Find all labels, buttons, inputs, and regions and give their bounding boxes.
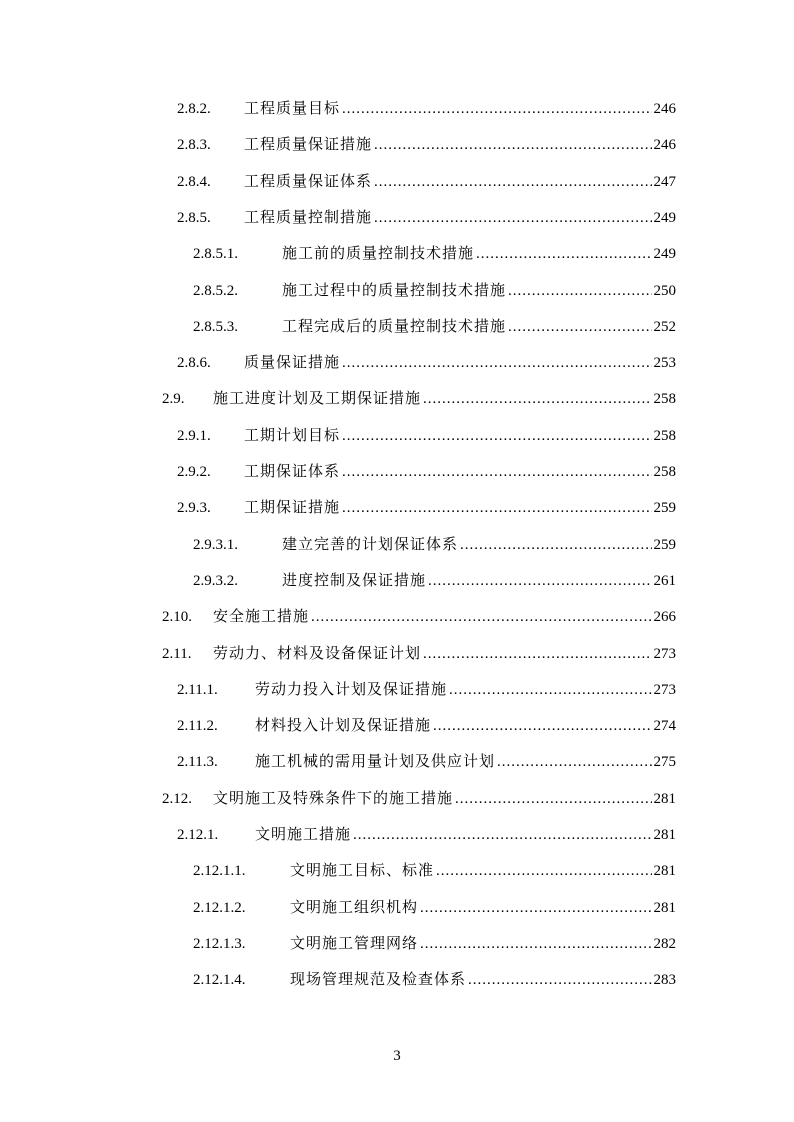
dot-leader (342, 462, 651, 482)
toc-entry-number: 2.11. (162, 645, 192, 662)
toc-entry-number: 2.9.3. (177, 500, 211, 517)
dot-leader (428, 571, 651, 591)
dot-leader (311, 607, 651, 627)
toc-entry-page: 250 (653, 282, 676, 299)
toc-entry-number: 2.8.5.2. (193, 282, 238, 299)
toc-entry-title: 质量保证措施 (244, 355, 341, 372)
toc-entry-title: 施工前的质量控制技术措施 (282, 246, 475, 263)
dot-leader (420, 898, 651, 918)
toc-entry-title: 工程质量保证体系 (244, 173, 373, 190)
toc-entry-page: 246 (653, 137, 676, 154)
toc-entry-title: 工程质量控制措施 (244, 209, 373, 226)
toc-entry-number: 2.8.5. (177, 209, 211, 226)
dot-leader (342, 353, 651, 373)
toc-entry[interactable] (193, 535, 676, 555)
toc-entry[interactable] (177, 462, 676, 482)
toc-entry-number: 2.9.1. (177, 427, 211, 444)
toc-entry-page: 273 (653, 681, 676, 698)
dot-leader (455, 789, 651, 809)
toc-entry-title: 施工机械的需用量计划及供应计划 (255, 754, 496, 771)
toc-entry[interactable] (177, 172, 676, 192)
dot-leader (468, 970, 651, 990)
toc-entry-page: 273 (653, 645, 676, 662)
dot-leader (508, 281, 651, 301)
dot-leader (433, 716, 651, 736)
toc-entry-number: 2.8.6. (177, 355, 211, 372)
dot-leader (353, 825, 651, 845)
toc-entry-title: 文明施工及特殊条件下的施工措施 (213, 790, 454, 807)
toc-entry-title: 文明施工措施 (255, 827, 352, 843)
toc-entry-title: 工期保证措施 (244, 500, 341, 517)
toc-entry[interactable] (177, 752, 676, 772)
dot-leader (508, 317, 651, 337)
toc-entry-page: 281 (653, 899, 676, 916)
toc-entry-title: 材料投入计划及保证措施 (255, 718, 432, 735)
toc-entry-page: 259 (653, 536, 676, 553)
toc-entry-number: 2.12.1.2. (193, 899, 246, 916)
toc-entry-page: 252 (653, 318, 676, 335)
toc-entry-number: 2.10. (162, 609, 192, 626)
dot-leader (436, 861, 651, 881)
dot-leader (423, 644, 651, 664)
toc-entry[interactable] (162, 607, 676, 627)
toc-entry-number: 2.8.5.1. (193, 246, 238, 263)
toc-entry[interactable] (193, 244, 676, 264)
toc-entry-number: 2.11.2. (177, 718, 218, 735)
toc-entry-page: 281 (653, 863, 676, 880)
toc-entry[interactable] (193, 898, 676, 918)
toc-entry-number: 2.12.1.4. (193, 972, 246, 989)
toc-entry[interactable] (193, 281, 676, 301)
toc-entry-page: 266 (653, 609, 676, 626)
toc-entry[interactable] (177, 680, 676, 700)
toc-entry-title: 劳动力投入计划及保证措施 (255, 681, 448, 698)
toc-entry-number: 2.12.1.3. (193, 935, 246, 952)
dot-leader (423, 389, 651, 409)
toc-entry-page: 246 (653, 101, 676, 117)
dot-leader (342, 498, 651, 518)
toc-entry-page: 282 (653, 935, 676, 952)
toc-entry-title: 现场管理规范及检查体系 (290, 972, 467, 989)
toc-entry-title: 安全施工措施 (213, 609, 310, 626)
toc-entry-number: 2.8.4. (177, 173, 211, 190)
toc-entry[interactable] (177, 825, 676, 845)
toc-entry-page: 258 (653, 391, 676, 408)
toc-entry-number: 2.9.3.2. (193, 572, 238, 589)
dot-leader (420, 934, 651, 954)
toc-entry-page: 253 (653, 355, 676, 372)
dot-leader (374, 172, 651, 192)
toc-entry-page: 274 (653, 718, 676, 735)
dot-leader (460, 535, 651, 555)
toc-entry-page: 249 (653, 209, 676, 226)
toc-entry[interactable] (177, 716, 676, 736)
toc-entry-number: 2.9.3.1. (193, 536, 238, 553)
toc-entry-number: 2.12.1.1. (193, 863, 246, 880)
toc-entry-number: 2.9. (162, 391, 185, 408)
toc-entry-title: 工程质量目标 (244, 101, 341, 117)
toc-entry[interactable] (177, 426, 676, 446)
toc-entry-number: 2.8.2. (177, 101, 211, 117)
toc-entry-page: 259 (653, 500, 676, 517)
dot-leader (476, 244, 651, 264)
dot-leader (374, 135, 651, 155)
toc-entry-number: 2.12.1. (177, 827, 219, 843)
page-number: 3 (393, 1048, 401, 1064)
toc-entry-number: 2.11.3. (177, 754, 218, 771)
toc-entry-page: 281 (653, 790, 676, 807)
toc-entry-page: 247 (653, 173, 676, 190)
toc-entry[interactable] (177, 353, 676, 373)
toc-entry-title: 施工过程中的质量控制技术措施 (282, 282, 507, 299)
toc-entry[interactable] (162, 389, 676, 409)
toc-entry[interactable] (193, 970, 676, 990)
toc-entry[interactable] (193, 861, 676, 881)
toc-entry-page: 261 (653, 572, 676, 589)
toc-entry-page: 249 (653, 246, 676, 263)
dot-leader (374, 208, 651, 228)
dot-leader (342, 426, 651, 446)
toc-entry-page: 275 (653, 754, 676, 771)
toc-entry-title: 文明施工组织机构 (290, 899, 419, 916)
toc-entry[interactable] (193, 934, 676, 954)
toc-entry-title: 施工进度计划及工期保证措施 (213, 391, 422, 408)
dot-leader (497, 752, 651, 772)
toc-entry-number: 2.8.5.3. (193, 318, 238, 335)
toc-entry-title: 进度控制及保证措施 (282, 572, 427, 589)
toc-entry-page: 258 (653, 464, 676, 480)
toc-entry-page: 283 (653, 972, 676, 989)
toc-entry-title: 工期计划目标 (244, 427, 341, 444)
toc-entry-number: 2.9.2. (177, 464, 211, 480)
toc-entry-page: 281 (653, 827, 676, 843)
toc-entry-title: 文明施工目标、标准 (290, 863, 435, 880)
toc-entry[interactable] (162, 644, 676, 664)
toc-entry[interactable] (193, 571, 676, 591)
toc-entry-title: 文明施工管理网络 (290, 935, 419, 952)
toc-entry[interactable] (193, 317, 676, 337)
dot-leader (449, 680, 651, 700)
toc-entry[interactable] (177, 208, 676, 228)
toc-entry-title: 工程质量保证措施 (244, 137, 373, 154)
toc-entry-title: 劳动力、材料及设备保证计划 (213, 645, 422, 662)
toc-entry-number: 2.11.1. (177, 681, 218, 698)
toc-entry-title: 建立完善的计划保证体系 (282, 536, 459, 553)
toc-entry[interactable] (177, 99, 676, 119)
toc-entry-number: 2.8.3. (177, 137, 211, 154)
toc-entry[interactable] (162, 789, 676, 809)
toc-entry-title: 工期保证体系 (244, 464, 341, 480)
toc-entry-title: 工程完成后的质量控制技术措施 (282, 318, 507, 335)
toc-entry-page: 258 (653, 427, 676, 444)
toc-entry[interactable] (177, 498, 676, 518)
toc-entry[interactable] (177, 135, 676, 155)
toc-entry-number: 2.12. (162, 790, 192, 807)
dot-leader (342, 99, 651, 119)
